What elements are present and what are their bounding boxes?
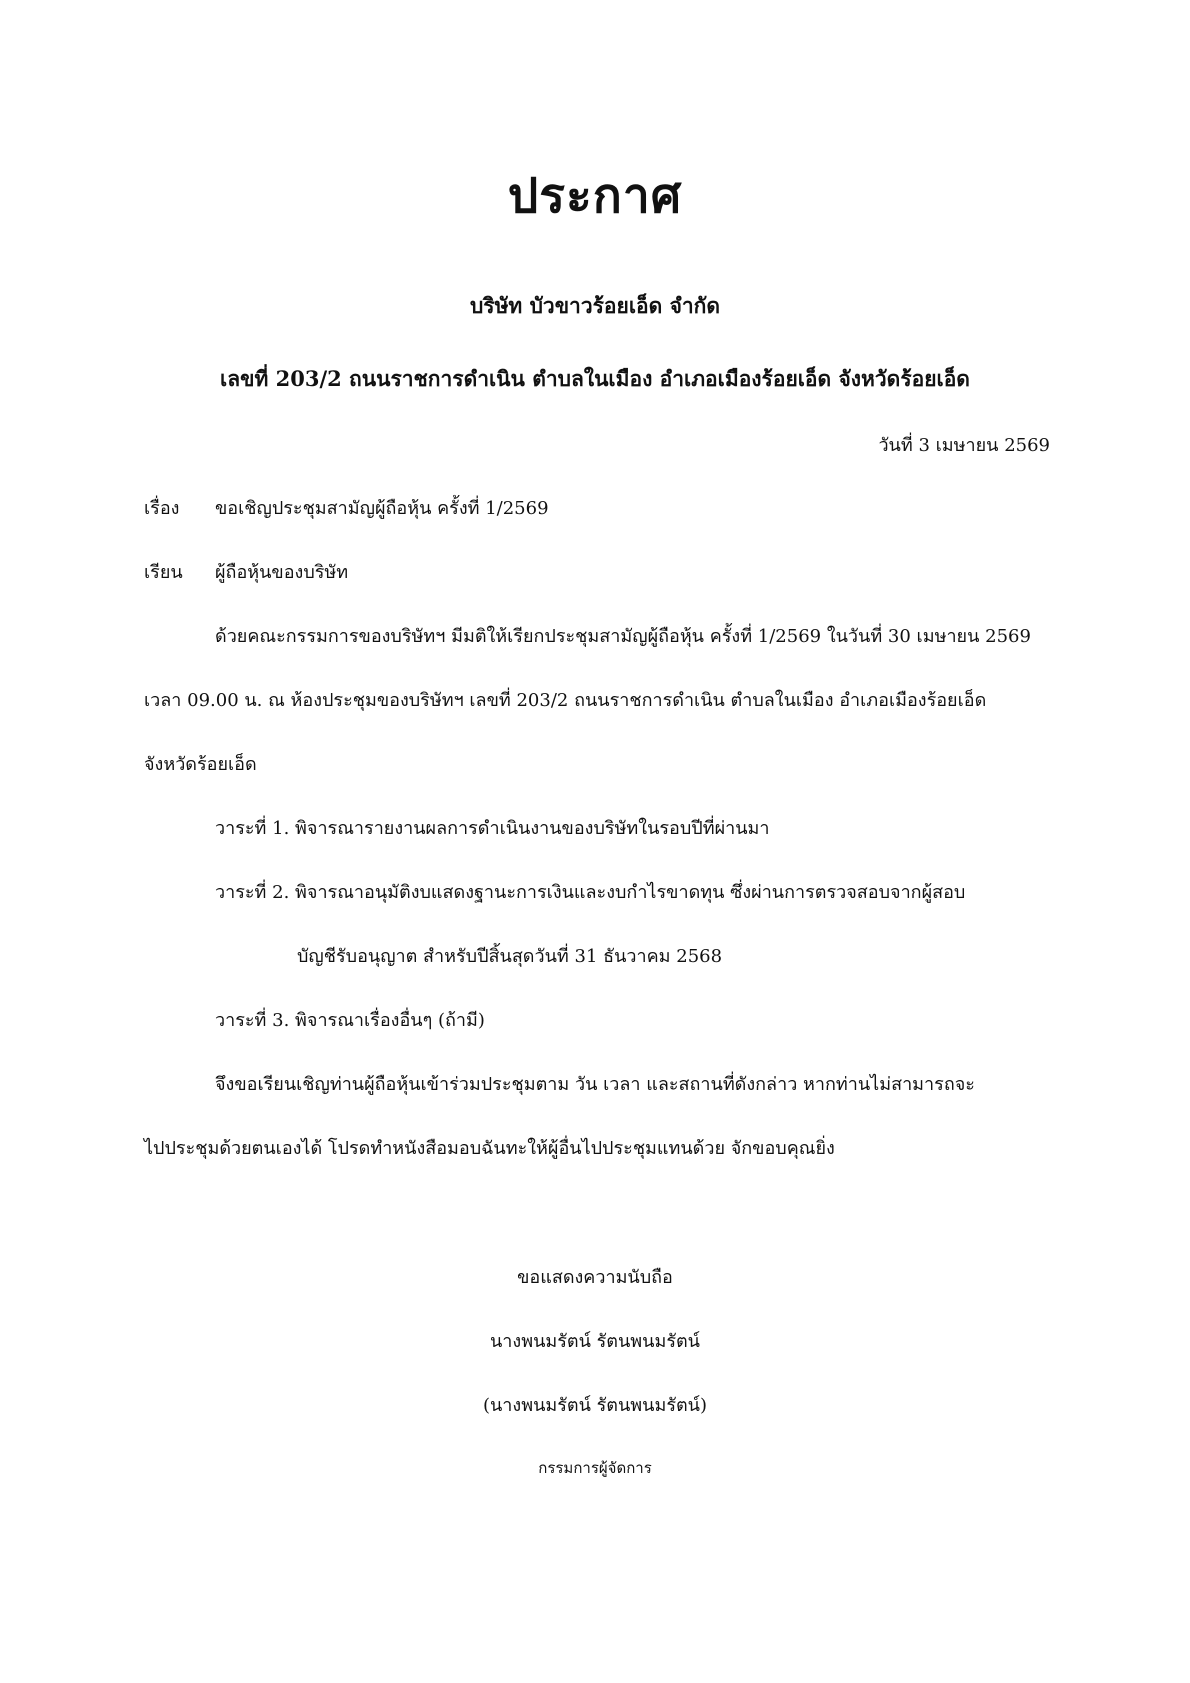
- agenda-item-2: วาระที่ 2. พิจารณาอนุมัติงบแสดงฐานะการเงินและงบกำไรขาดทุน ซึ่งผ่านการตรวจสอบจากผู้สอบ: [215, 882, 966, 903]
- subject-value: ขอเชิญประชุมสามัญผู้ถือหุ้น ครั้งที่ 1/2569: [215, 498, 549, 519]
- signature-position: กรรมการผู้จัดการ: [538, 1459, 652, 1477]
- company-address: เลขที่ 203/2 ถนนราชการดำเนิน ตำบลในเมือง อำเภอเมืองร้อยเอ็ด จังหวัดร้อยเอ็ด: [220, 366, 970, 391]
- agenda-item-3: วาระที่ 3. พิจารณาเรื่องอื่นๆ (ถ้ามี): [215, 1010, 485, 1031]
- signature-name-parenthesized: (นางพนมรัตน์ รัตนพนมรัตน์): [482, 1395, 708, 1416]
- intro-line-2: เวลา 09.00 น. ณ ห้องประชุมของบริษัทฯ เลขที่ 203/2 ถนนราชการดำเนิน ตำบลในเมือง อำเภอเมืองร้อยเอ็ด: [144, 690, 987, 711]
- signature-regards: ขอแสดงความนับถือ: [517, 1267, 673, 1288]
- company-name: บริษัท บัวขาวร้อยเอ็ด จำกัด: [469, 293, 721, 318]
- closing-line-1: จึงขอเรียนเชิญท่านผู้ถือหุ้นเข้าร่วมประชุมตาม วัน เวลา และสถานที่ดังกล่าว หากท่านไม่สามารถจะ: [215, 1074, 975, 1095]
- signature-name: นางพนมรัตน์ รัตนพนมรัตน์: [490, 1331, 700, 1352]
- document-date: วันที่ 3 เมษายน 2569: [878, 435, 1050, 456]
- recipient-label: เรียน: [144, 562, 183, 583]
- intro-line-3: จังหวัดร้อยเอ็ด: [144, 754, 257, 775]
- subject-label: เรื่อง: [144, 498, 180, 519]
- intro-line-1: ด้วยคณะกรรมการของบริษัทฯ มีมติให้เรียกประชุมสามัญผู้ถือหุ้น ครั้งที่ 1/2569 ในวันที่ 30 เมษายน 2569: [215, 626, 1031, 647]
- agenda-item-1: วาระที่ 1. พิจารณารายงานผลการดำเนินงานของบริษัทในรอบปีที่ผ่านมา: [215, 818, 770, 839]
- closing-line-2: ไปประชุมด้วยตนเองได้ โปรดทำหนังสือมอบฉันทะให้ผู้อื่นไปประชุมแทนด้วย จักขอบคุณยิ่ง: [144, 1138, 835, 1159]
- recipient-value: ผู้ถือหุ้นของบริษัท: [215, 562, 349, 583]
- agenda-item-2-continuation: บัญชีรับอนุญาต สำหรับปีสิ้นสุดวันที่ 31 ธันวาคม 2568: [297, 946, 723, 967]
- document-title: ประกาศ: [507, 168, 683, 224]
